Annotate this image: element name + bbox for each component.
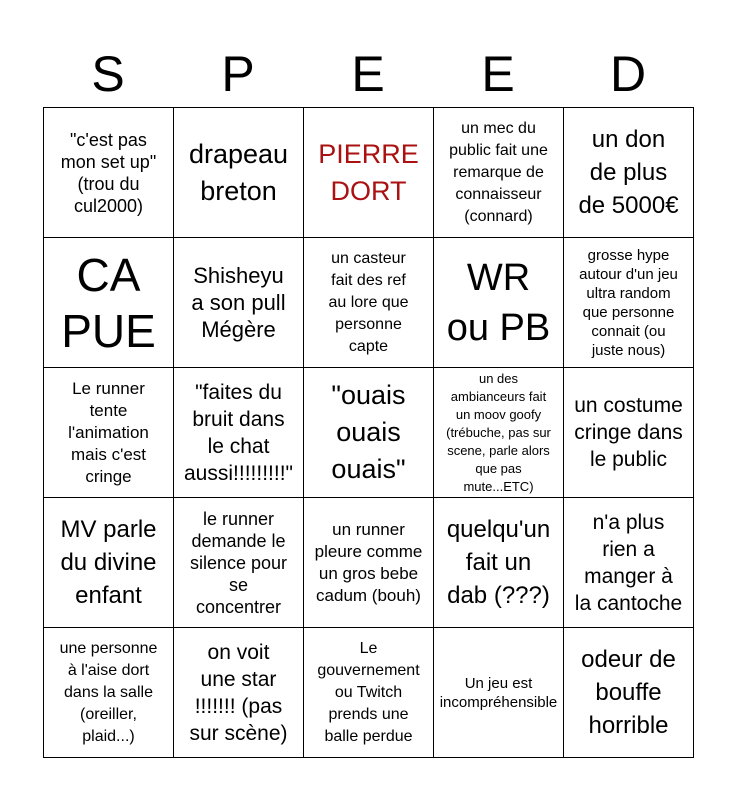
bingo-cell[interactable] <box>44 368 174 498</box>
bingo-cell[interactable] <box>564 108 694 238</box>
bingo-cell[interactable] <box>434 368 564 498</box>
bingo-title <box>43 40 693 108</box>
cell-text: un don de plus de 5000€ <box>578 126 679 219</box>
cell-text: Le gouvernement ou Twitch prends une balle perdue <box>317 639 420 745</box>
cell-text: n'a plus rien a manger à la cantoche <box>574 510 683 615</box>
cell-text: drapeau breton <box>188 138 289 206</box>
title-letter-e2: E <box>481 46 515 102</box>
cell-text: Le runner tente l'animation mais c'est cringe <box>68 378 149 486</box>
bingo-grid <box>43 107 694 758</box>
bingo-cell[interactable] <box>44 238 174 368</box>
bingo-cell[interactable] <box>564 628 694 758</box>
bingo-cell[interactable] <box>174 108 304 238</box>
cell-text: une personne à l'aise dort dans la salle (oreiller, plaid...) <box>59 639 158 745</box>
cell-text: MV parle du divine enfant <box>60 516 157 609</box>
bingo-cell[interactable] <box>564 498 694 628</box>
cell-text: CA PUE <box>61 248 156 357</box>
title-letter-e1: E <box>351 46 385 102</box>
bingo-cell[interactable] <box>304 628 434 758</box>
cell-text: Shisheyu a son pull Mégère <box>191 263 286 342</box>
cell-text: un costume cringe dans le public <box>574 394 683 471</box>
title-letter-p: P <box>221 46 255 102</box>
bingo-cell[interactable] <box>564 238 694 368</box>
cell-text: on voit une star !!!!!!! (pas sur scène) <box>189 640 288 745</box>
bingo-cell[interactable] <box>434 108 564 238</box>
cell-text: WR ou PB <box>446 256 551 349</box>
bingo-cell[interactable] <box>564 368 694 498</box>
bingo-cell[interactable] <box>304 238 434 368</box>
bingo-cell[interactable] <box>44 498 174 628</box>
bingo-cell[interactable] <box>174 238 304 368</box>
cell-text: un runner pleure comme un gros bebe cadum (bouh) <box>314 519 423 605</box>
cell-text: le runner demande le silence pour se concentrer <box>189 508 288 617</box>
cell-text: odeur de bouffe horrible <box>581 646 676 739</box>
bingo-cell[interactable] <box>44 108 174 238</box>
cell-text: un mec du public fait une remarque de connaisseur (connard) <box>449 119 548 225</box>
bingo-cell[interactable] <box>44 628 174 758</box>
cell-text: Un jeu est incompréhensible <box>439 674 558 711</box>
bingo-cell[interactable] <box>304 368 434 498</box>
title-letter-d: D <box>609 46 647 102</box>
bingo-cell[interactable] <box>434 238 564 368</box>
bingo-cell[interactable] <box>304 108 434 238</box>
cell-text: "c'est pas mon set up" (trou du cul2000) <box>60 129 157 216</box>
bingo-cell[interactable] <box>434 628 564 758</box>
cell-text: PIERRE DORT <box>318 138 419 206</box>
bingo-cell[interactable] <box>174 628 304 758</box>
bingo-cell[interactable] <box>434 498 564 628</box>
bingo-cell[interactable] <box>304 498 434 628</box>
cell-text: "ouais ouais ouais" <box>331 380 406 484</box>
cell-text: un casteur fait des ref au lore que personne capte <box>328 249 409 355</box>
title-letter-s: S <box>91 46 125 102</box>
cell-text: "faites du bruit dans le chat aussi!!!!!!!!!" <box>184 380 293 485</box>
bingo-cell[interactable] <box>174 368 304 498</box>
cell-text: grosse hype autour d'un jeu ultra random que personne connait (ou juste nous) <box>579 246 678 359</box>
bingo-cell[interactable] <box>174 498 304 628</box>
cell-text: quelqu'un fait un dab (???) <box>446 516 551 609</box>
cell-text: un des ambianceurs fait un moov goofy (trébuche, pas sur scene, parle alors que pas mute...ETC) <box>446 370 551 494</box>
